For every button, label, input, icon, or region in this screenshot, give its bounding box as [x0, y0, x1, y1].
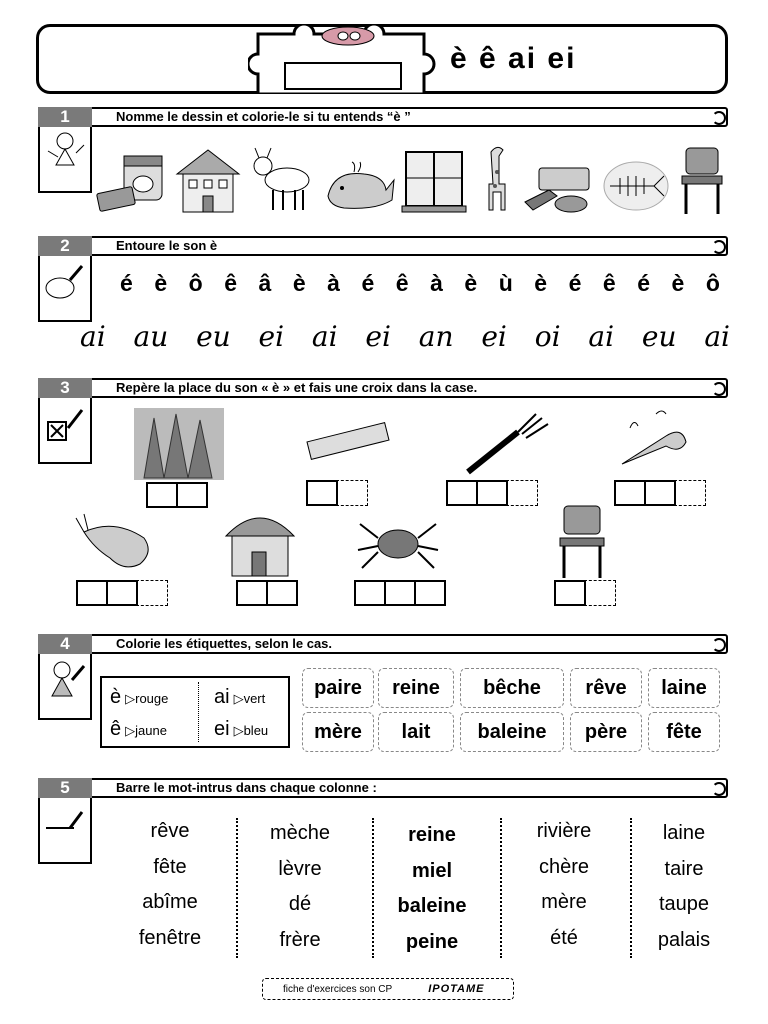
jam-jar-icon	[96, 150, 168, 216]
strike-pencil-icon	[40, 798, 90, 858]
letter[interactable]: ô	[188, 270, 203, 296]
legend-sound: è	[110, 686, 122, 708]
word-tag[interactable]: fête	[648, 712, 720, 752]
word[interactable]: chère	[538, 855, 590, 878]
syllable[interactable]: an	[418, 320, 454, 353]
legend-color: ▷bleu	[233, 723, 269, 738]
letter[interactable]: ô	[705, 270, 720, 296]
syllable[interactable]: ai	[704, 320, 730, 353]
shrimp-icon	[74, 512, 160, 578]
letter[interactable]: è	[154, 270, 168, 296]
legend-item	[214, 686, 265, 709]
legend-divider	[198, 682, 199, 742]
syllable-boxes	[614, 480, 706, 506]
answer-box[interactable]	[136, 580, 168, 606]
section-5-side	[38, 798, 92, 864]
section-5-number: 5	[38, 778, 92, 798]
legend-color: ▷rouge	[125, 691, 169, 706]
column-divider	[630, 818, 632, 958]
syllable-boxes	[146, 482, 208, 508]
letter[interactable]: è	[671, 270, 685, 296]
letter[interactable]: ê	[602, 270, 616, 296]
answer-box[interactable]	[644, 480, 676, 506]
answer-box[interactable]	[106, 580, 138, 606]
child-drawing-icon	[40, 127, 90, 187]
hook-icon	[712, 782, 726, 796]
syllable[interactable]: oi	[534, 320, 561, 353]
syllable[interactable]: ai	[588, 320, 615, 353]
whale-icon	[324, 160, 396, 216]
legend-item	[110, 718, 167, 741]
answer-box[interactable]	[674, 480, 706, 506]
answer-box[interactable]	[384, 580, 416, 606]
letter[interactable]: é	[568, 270, 582, 296]
section-4-side	[38, 654, 92, 720]
answer-box[interactable]	[614, 480, 646, 506]
answer-box[interactable]	[584, 580, 616, 606]
letter[interactable]: à	[430, 270, 443, 296]
syllable[interactable]: au	[133, 320, 169, 353]
iron-icon	[521, 160, 595, 216]
word-column-4	[514, 814, 614, 956]
section-3-side	[38, 398, 92, 464]
word-tag[interactable]: paire	[302, 668, 374, 708]
section-4-number: 4	[38, 634, 92, 654]
word-tag[interactable]: baleine	[460, 712, 564, 752]
section-3-title: Repère la place du son « è » et fais une croix dans la case.	[116, 380, 478, 395]
syllable-boxes	[306, 480, 368, 506]
section-4-title: Colorie les étiquettes, selon le cas.	[116, 636, 333, 651]
section-2-number: 2	[38, 236, 92, 256]
legend-sound: ai	[214, 686, 230, 708]
column-divider	[372, 818, 374, 958]
syllable-boxes	[354, 580, 446, 606]
word-tag[interactable]: reine	[378, 668, 454, 708]
syllable[interactable]: ei	[258, 320, 285, 353]
giraffe-icon	[473, 142, 517, 216]
hook-icon	[712, 638, 726, 652]
footer-text: fiche d'exercices son CP	[283, 983, 393, 995]
page-title: è ê ai ei	[450, 42, 577, 75]
word-column-3	[382, 818, 482, 960]
answer-box[interactable]	[176, 482, 208, 508]
syllable-boxes	[236, 580, 298, 606]
legend-item	[214, 718, 268, 741]
section-5-title: Barre le mot-intrus dans chaque colonne :	[116, 780, 377, 795]
answer-box[interactable]	[354, 580, 386, 606]
word[interactable]: rêve	[150, 820, 190, 842]
section-3-number: 3	[38, 378, 92, 398]
window-icon	[400, 148, 468, 216]
syllable[interactable]: ai	[311, 320, 338, 353]
section-1-number: 1	[38, 107, 92, 127]
word-column-2	[250, 816, 350, 958]
word[interactable]: peine	[405, 930, 459, 953]
syllable[interactable]: ei	[365, 320, 391, 353]
letter[interactable]: ê	[395, 270, 409, 296]
syllable-boxes	[76, 580, 168, 606]
legend-color: ▷vert	[233, 691, 266, 706]
section-1-pictures	[96, 140, 728, 216]
answer-box[interactable]	[146, 482, 178, 508]
word-tag[interactable]: bêche	[460, 668, 564, 708]
section-2-side	[38, 256, 92, 322]
word-tag[interactable]: laine	[648, 668, 720, 708]
legend-item	[110, 686, 168, 709]
letter[interactable]: é	[120, 270, 133, 296]
answer-box[interactable]	[476, 480, 508, 506]
goat-icon	[247, 144, 319, 216]
word[interactable]: taire	[664, 857, 704, 880]
color-legend	[100, 676, 290, 748]
column-divider	[500, 818, 502, 958]
forest-icon	[134, 408, 224, 480]
letter[interactable]: é	[361, 270, 375, 296]
section-1-side	[38, 127, 92, 193]
house-icon	[173, 146, 243, 216]
ruler-icon	[304, 418, 390, 470]
answer-box[interactable]	[336, 480, 368, 506]
fork-icon	[462, 410, 554, 478]
word[interactable]: frère	[279, 928, 321, 951]
word[interactable]: baleine	[397, 895, 467, 917]
answer-box[interactable]	[554, 580, 586, 606]
letter[interactable]: è	[464, 270, 478, 296]
word-tag[interactable]: mère	[302, 712, 374, 752]
answer-box[interactable]	[76, 580, 108, 606]
section-2-title: Entoure le son è	[116, 238, 218, 253]
word[interactable]: fête	[153, 855, 187, 878]
word[interactable]: dé	[288, 893, 312, 915]
word[interactable]: taupe	[658, 893, 710, 915]
answer-box[interactable]	[266, 580, 298, 606]
fish-bone-icon	[600, 156, 672, 216]
circle-pencil-icon	[40, 256, 90, 316]
letter[interactable]: ù	[498, 270, 513, 296]
letter[interactable]: è	[292, 270, 306, 296]
name-field[interactable]	[284, 62, 402, 90]
chair-icon	[554, 502, 610, 580]
logo: IPOTAME	[428, 983, 485, 995]
letter[interactable]: é	[637, 270, 651, 296]
legend-color: ▷jaune	[125, 723, 167, 738]
section-1-title: Nomme le dessin et colorie-le si tu entends “è ”	[116, 109, 411, 124]
word[interactable]: mère	[541, 891, 587, 913]
checkbox-cross-icon	[40, 398, 90, 458]
word[interactable]: laine	[662, 822, 706, 844]
answer-box[interactable]	[306, 480, 338, 506]
word[interactable]: palais	[657, 928, 711, 951]
hook-icon	[712, 240, 726, 254]
letter[interactable]: ê	[224, 270, 237, 296]
syllable[interactable]: ei	[481, 320, 507, 353]
hook-icon	[712, 111, 726, 125]
syllables-row	[80, 320, 730, 353]
accent-letters-row	[120, 270, 720, 297]
word[interactable]: été	[550, 926, 578, 949]
letter[interactable]: à	[327, 270, 340, 296]
word-column-5	[634, 816, 734, 958]
word-tag[interactable]: lait	[378, 712, 454, 752]
word-column-1	[120, 814, 220, 956]
word-tag[interactable]: père	[570, 712, 642, 752]
chair-icon	[676, 144, 728, 216]
column-divider	[236, 818, 238, 958]
word[interactable]: fenêtre	[138, 926, 202, 949]
legend-sound: ei	[214, 718, 230, 740]
spider-icon	[354, 508, 440, 576]
word[interactable]: reine	[408, 824, 456, 846]
child-coloring-icon	[40, 654, 90, 714]
syllable[interactable]: eu	[196, 320, 231, 353]
letter[interactable]: â	[258, 270, 272, 296]
syllable-boxes	[554, 580, 616, 606]
answer-box[interactable]	[446, 480, 478, 506]
hook-icon	[712, 382, 726, 396]
word-tag[interactable]: rêve	[570, 668, 642, 708]
word[interactable]: lèvre	[278, 857, 322, 880]
house-icon	[220, 500, 300, 580]
word[interactable]: rivière	[536, 820, 592, 842]
answer-box[interactable]	[414, 580, 446, 606]
word[interactable]: miel	[411, 859, 453, 882]
syllable-boxes	[446, 480, 538, 506]
word[interactable]: abîme	[142, 891, 198, 913]
answer-box[interactable]	[506, 480, 538, 506]
answer-box[interactable]	[236, 580, 268, 606]
trumpet-icon	[616, 406, 692, 478]
footer-credit	[262, 978, 514, 1000]
syllable[interactable]: eu	[641, 320, 677, 353]
syllable[interactable]: ai	[80, 320, 106, 353]
word[interactable]: mèche	[269, 822, 331, 844]
letter[interactable]: è	[534, 270, 548, 296]
legend-sound: ê	[110, 718, 122, 740]
